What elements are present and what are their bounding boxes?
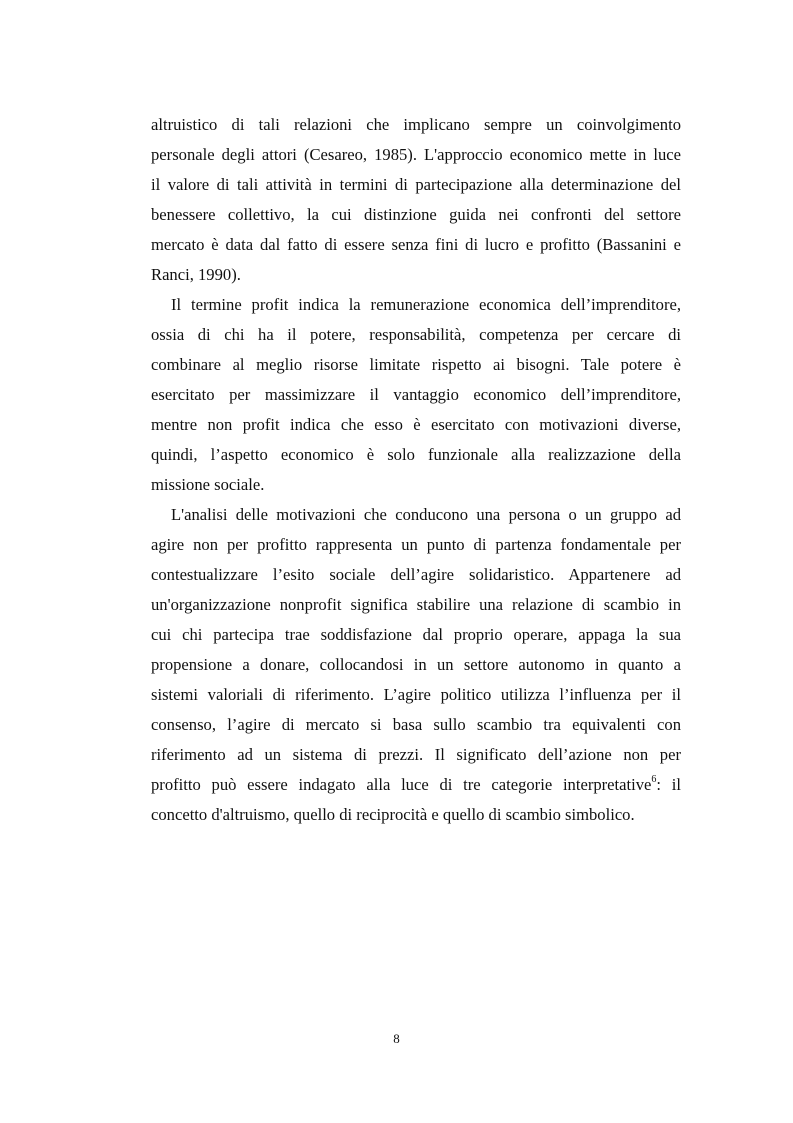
text-line: cui chi partecipa trae soddisfazione dal proprio operare, appaga la sua bbox=[151, 625, 681, 644]
text-line: combinare al meglio risorse limitate rispetto ai bisogni. Tale potere è bbox=[151, 355, 681, 374]
page-number: 8 bbox=[393, 1031, 400, 1046]
text-line: ossia di chi ha il potere, responsabilità, competenza per cercare di bbox=[151, 325, 681, 344]
text-line: consenso, l’agire di mercato si basa sullo scambio tra equivalenti con bbox=[151, 715, 681, 734]
text-line: un'organizzazione nonprofit significa stabilire una relazione di scambio in bbox=[151, 595, 681, 614]
text-line: propensione a donare, collocandosi in un settore autonomo in quanto a bbox=[151, 655, 681, 674]
text-line: benessere collettivo, la cui distinzione guida nei confronti del settore bbox=[151, 205, 681, 224]
text-line: mercato è data dal fatto di essere senza fini di lucro e profitto (Bassanini e bbox=[151, 235, 681, 254]
text-line: missione sociale. bbox=[151, 475, 265, 494]
text-line: Il termine profit indica la remunerazione economica dell’imprenditore, bbox=[171, 295, 681, 314]
text-line: mentre non profit indica che esso è esercitato con motivazioni diverse, bbox=[151, 415, 681, 434]
text-line: quindi, l’aspetto economico è solo funzionale alla realizzazione della bbox=[151, 445, 681, 464]
text-line: sistemi valoriali di riferimento. L’agire politico utilizza l’influenza per il bbox=[151, 685, 681, 704]
text-line: agire non per profitto rappresenta un punto di partenza fondamentale per bbox=[151, 535, 681, 554]
text-line: il valore di tali attività in termini di partecipazione alla determinazione del bbox=[151, 175, 681, 194]
text-line: contestualizzare l’esito sociale dell’agire solidaristico. Appartenere ad bbox=[151, 565, 681, 584]
text-line-with-footnote bbox=[151, 770, 681, 800]
footnote-marker[interactable]: 6 bbox=[651, 774, 657, 786]
text-line: concetto d'altruismo, quello di reciprocità e quello di scambio simbolico. bbox=[151, 805, 635, 824]
text-line: altruistico di tali relazioni che implicano sempre un coinvolgimento bbox=[151, 115, 681, 134]
text-segment: : il bbox=[656, 775, 681, 794]
text-line: Ranci, 1990). bbox=[151, 265, 241, 284]
body-text bbox=[151, 110, 681, 830]
text-line: riferimento ad un sistema di prezzi. Il significato dell’azione non per bbox=[151, 745, 681, 764]
text-segment: profitto può essere indagato alla luce di tre categorie interpretative bbox=[151, 775, 652, 794]
text-line: personale degli attori (Cesareo, 1985). L'approccio economico mette in luce bbox=[151, 145, 681, 164]
text-line: esercitato per massimizzare il vantaggio economico dell’imprenditore, bbox=[151, 385, 681, 404]
text-line: L'analisi delle motivazioni che conducono una persona o un gruppo ad bbox=[171, 505, 681, 524]
